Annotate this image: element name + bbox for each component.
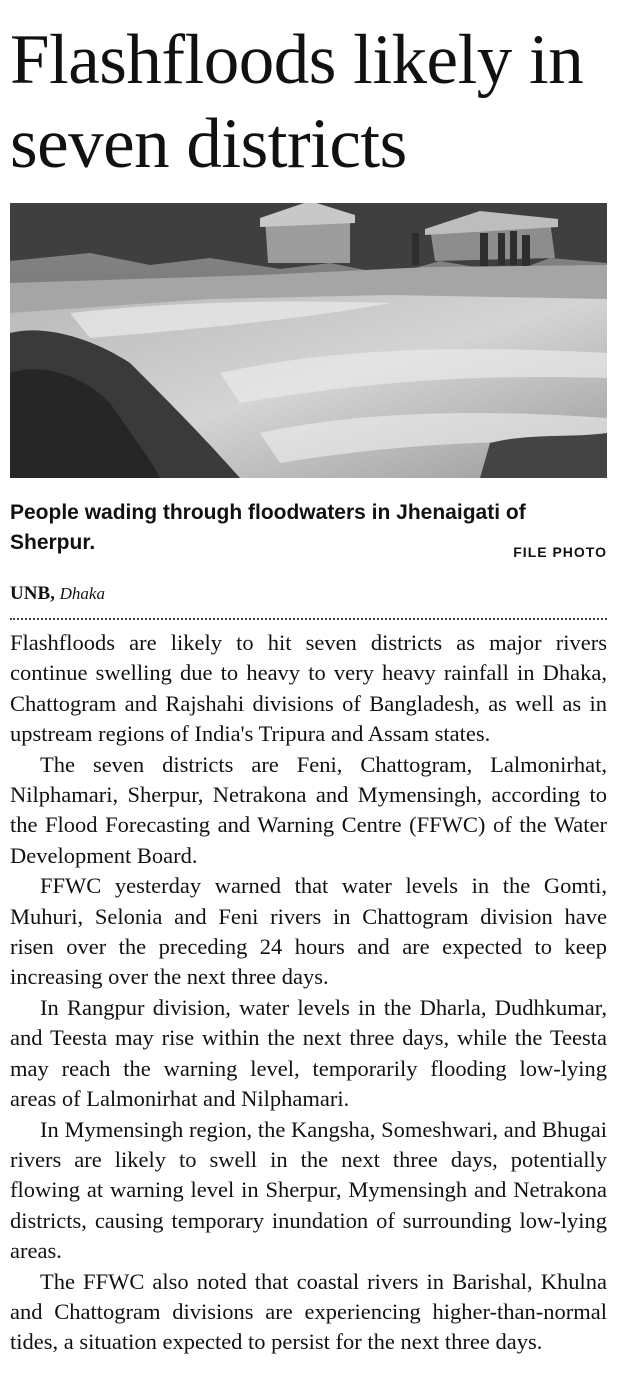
- photo-caption: People wading through floodwaters in Jhenaigati of Sherpur.: [10, 501, 526, 554]
- paragraph: The FFWC also noted that coastal rivers in Barishal, Khulna and Chattogram divisions are experiencing higher-than-normal tides, a situation expected to persist for the next three days.: [10, 1268, 607, 1355]
- paragraph: FFWC yesterday warned that water levels in the Gomti, Muhuri, Selonia and Feni rivers in Chattogram division have risen over the preceding 24 hours and are expected to keep increasing over the next three days.: [10, 873, 607, 990]
- news-photo: [10, 203, 607, 478]
- article-body: [10, 628, 607, 1358]
- paragraph: In Mymensingh region, the Kangsha, Someshwari, and Bhugai rivers are likely to swell in the next three days, potentially flowing at warning level in Sherpur, Mymensingh and Netrakona districts, causing temporary inundation of surrounding low-lying areas.: [10, 1116, 607, 1264]
- paragraph: The seven districts are Feni, Chattogram, Lalmonirhat, Nilphamari, Sherpur, Netrakona and Mymensingh, according to the Flood Forecasting and Warning Centre (FFWC) of the Water Development Board.: [10, 751, 607, 868]
- byline-place: Dhaka: [59, 584, 105, 603]
- photo-credit: FILE PHOTO: [513, 544, 607, 560]
- paragraph: In Rangpur division, water levels in the Dharla, Dudhkumar, and Teesta may rise within the next three days, while the Teesta may reach the warning level, temporarily flooding low-lying areas of Lalmonirhat and Nilphamari.: [10, 994, 607, 1112]
- byline: [10, 583, 105, 605]
- dotted-divider: [10, 618, 607, 620]
- byline-agency: UNB,: [10, 583, 55, 604]
- paragraph: Flashfloods are likely to hit seven districts as major rivers continue swelling due to heavy to very heavy rainfall in Dhaka, Chattogram and Rajshahi divisions of Bangladesh, as well as in upstream regions of India's Tripura and Assam states.: [10, 630, 607, 747]
- headline: Flashfloods likely in seven districts: [10, 21, 584, 183]
